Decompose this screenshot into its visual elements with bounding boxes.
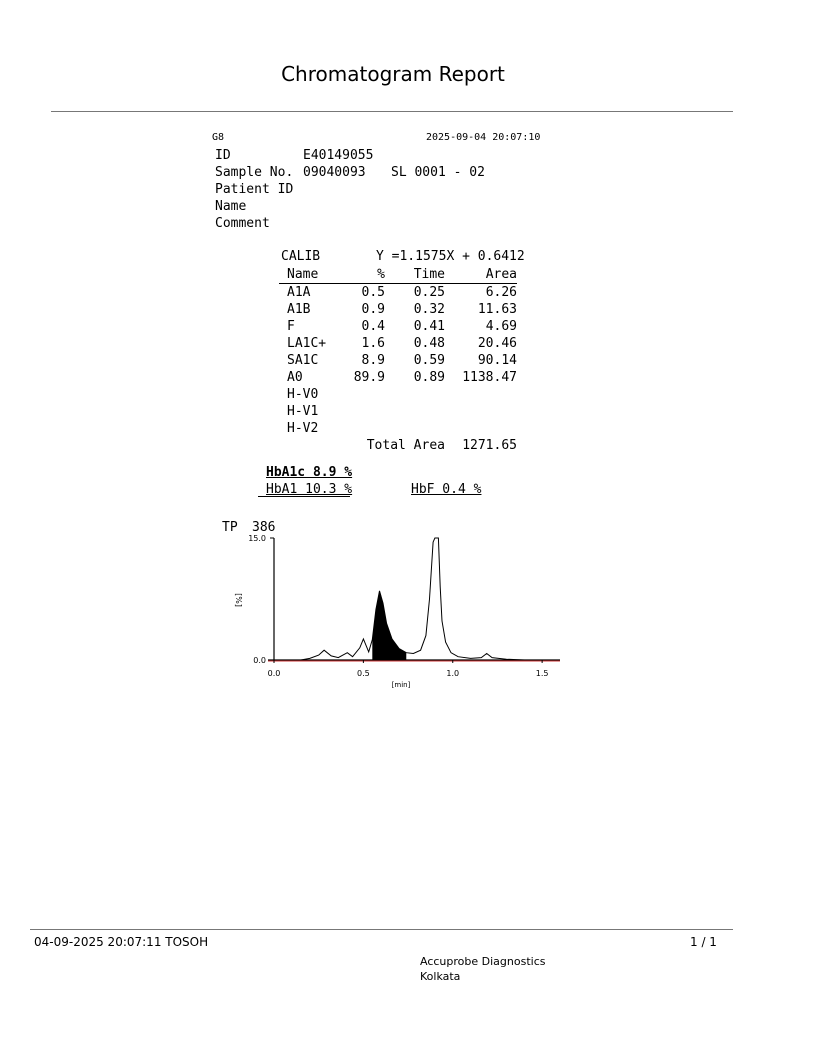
- id-value: E40149055: [303, 148, 374, 163]
- peak-time: 0.59: [413, 353, 445, 368]
- peak-time: [385, 420, 445, 437]
- hbf-result: HbF 0.4 %: [411, 482, 482, 497]
- hba1-result: HbA1 10.3 %: [266, 482, 353, 497]
- peak-row: [279, 386, 517, 403]
- name-label: Name: [215, 199, 247, 214]
- x-tick-label: 0.0: [267, 669, 281, 678]
- peak-name: H-V1: [287, 404, 319, 419]
- tp-value: 386: [252, 520, 276, 535]
- sample-label: Sample No.: [215, 165, 294, 180]
- peak-time: [385, 403, 445, 420]
- peak-name: SA1C: [287, 353, 319, 368]
- report-title: Chromatogram Report: [281, 62, 505, 86]
- y-axis-label: [%]: [234, 593, 243, 607]
- peak-time: 0.48: [413, 336, 445, 351]
- peak-table-body: [279, 284, 517, 438]
- peak-percent: 8.9: [361, 353, 385, 368]
- peak-row: [279, 403, 517, 420]
- peak-row: [279, 335, 517, 352]
- peak-time: 0.89: [413, 370, 445, 385]
- peak-name: LA1C+: [287, 336, 327, 351]
- peak-name: H-V2: [287, 421, 319, 436]
- calib-equation: Y =1.1575X + 0.6412: [376, 249, 525, 264]
- top-rule: [51, 111, 733, 112]
- y-tick-label: 15.0: [248, 534, 266, 543]
- peak-row: [279, 284, 517, 302]
- peak-percent: 0.9: [361, 302, 385, 317]
- peak-row: [279, 318, 517, 335]
- peak-area: [445, 403, 517, 420]
- peak-area: [445, 386, 517, 403]
- peak-row: [279, 420, 517, 437]
- page-number: 1 / 1: [690, 935, 717, 949]
- hba1c-result: HbA1c 8.9 %: [266, 465, 353, 480]
- col-time-header: Time: [385, 266, 445, 284]
- total-row: [279, 437, 517, 454]
- peak-percent: 1.6: [361, 336, 385, 351]
- peak-percent: [347, 386, 385, 403]
- id-label: ID: [215, 148, 231, 163]
- peak-area: 4.69: [485, 319, 517, 334]
- lab-city: Kolkata: [420, 970, 461, 983]
- footer-rule: [30, 929, 733, 930]
- peak-row: [279, 301, 517, 318]
- peak-time: 0.41: [413, 319, 445, 334]
- peak-name: A1B: [287, 302, 311, 317]
- peak-area: 1138.47: [462, 370, 517, 385]
- total-area-value: 1271.65: [462, 438, 517, 453]
- peak-time: 0.32: [413, 302, 445, 317]
- hba1-underline: [258, 496, 350, 497]
- calib-label: CALIB: [281, 249, 321, 264]
- peak-time: 0.25: [413, 285, 445, 300]
- peak-name: A0: [287, 370, 303, 385]
- peak-table: [279, 266, 519, 454]
- total-area-label: Total Area: [366, 438, 445, 453]
- run-datetime: 2025-09-04 20:07:10: [426, 132, 541, 143]
- y-tick-label: 0.0: [253, 656, 266, 665]
- peak-area: 20.46: [477, 336, 517, 351]
- x-tick-label: 1.0: [446, 669, 460, 678]
- peak-row: [279, 369, 517, 386]
- lab-name: Accuprobe Diagnostics: [420, 955, 546, 968]
- peak-percent: 0.5: [361, 285, 385, 300]
- x-tick-label: 1.5: [535, 669, 549, 678]
- peak-percent: 0.4: [361, 319, 385, 334]
- peak-percent: [347, 420, 385, 437]
- col-percent-header: %: [347, 266, 385, 284]
- peak-percent: 89.9: [353, 370, 385, 385]
- col-area-header: Area: [445, 266, 517, 284]
- x-tick-label: 0.5: [357, 669, 370, 678]
- tp-label: TP: [222, 520, 238, 535]
- print-timestamp: 04-09-2025 20:07:11 TOSOH: [34, 935, 209, 949]
- x-axis-label: [min]: [391, 681, 411, 689]
- sl-value: SL 0001 - 02: [391, 165, 485, 180]
- peak-name: F: [287, 319, 295, 334]
- sample-value: 09040093: [303, 165, 366, 180]
- peak-name: A1A: [287, 285, 311, 300]
- peak-time: [385, 386, 445, 403]
- peak-area: [445, 420, 517, 437]
- peak-area: 6.26: [485, 285, 517, 300]
- peak-row: [279, 352, 517, 369]
- chromatogram-chart: [220, 530, 570, 695]
- instrument-label: G8: [212, 132, 225, 143]
- peak-name: H-V0: [287, 387, 319, 402]
- peak-area: 90.14: [477, 353, 517, 368]
- peak-area: 11.63: [477, 302, 517, 317]
- col-name-header: Name: [279, 266, 347, 284]
- comment-label: Comment: [215, 216, 270, 231]
- patient-id-label: Patient ID: [215, 182, 294, 197]
- peak-percent: [347, 403, 385, 420]
- peak-table-header: [279, 266, 517, 284]
- chromatogram-trace: [274, 538, 533, 660]
